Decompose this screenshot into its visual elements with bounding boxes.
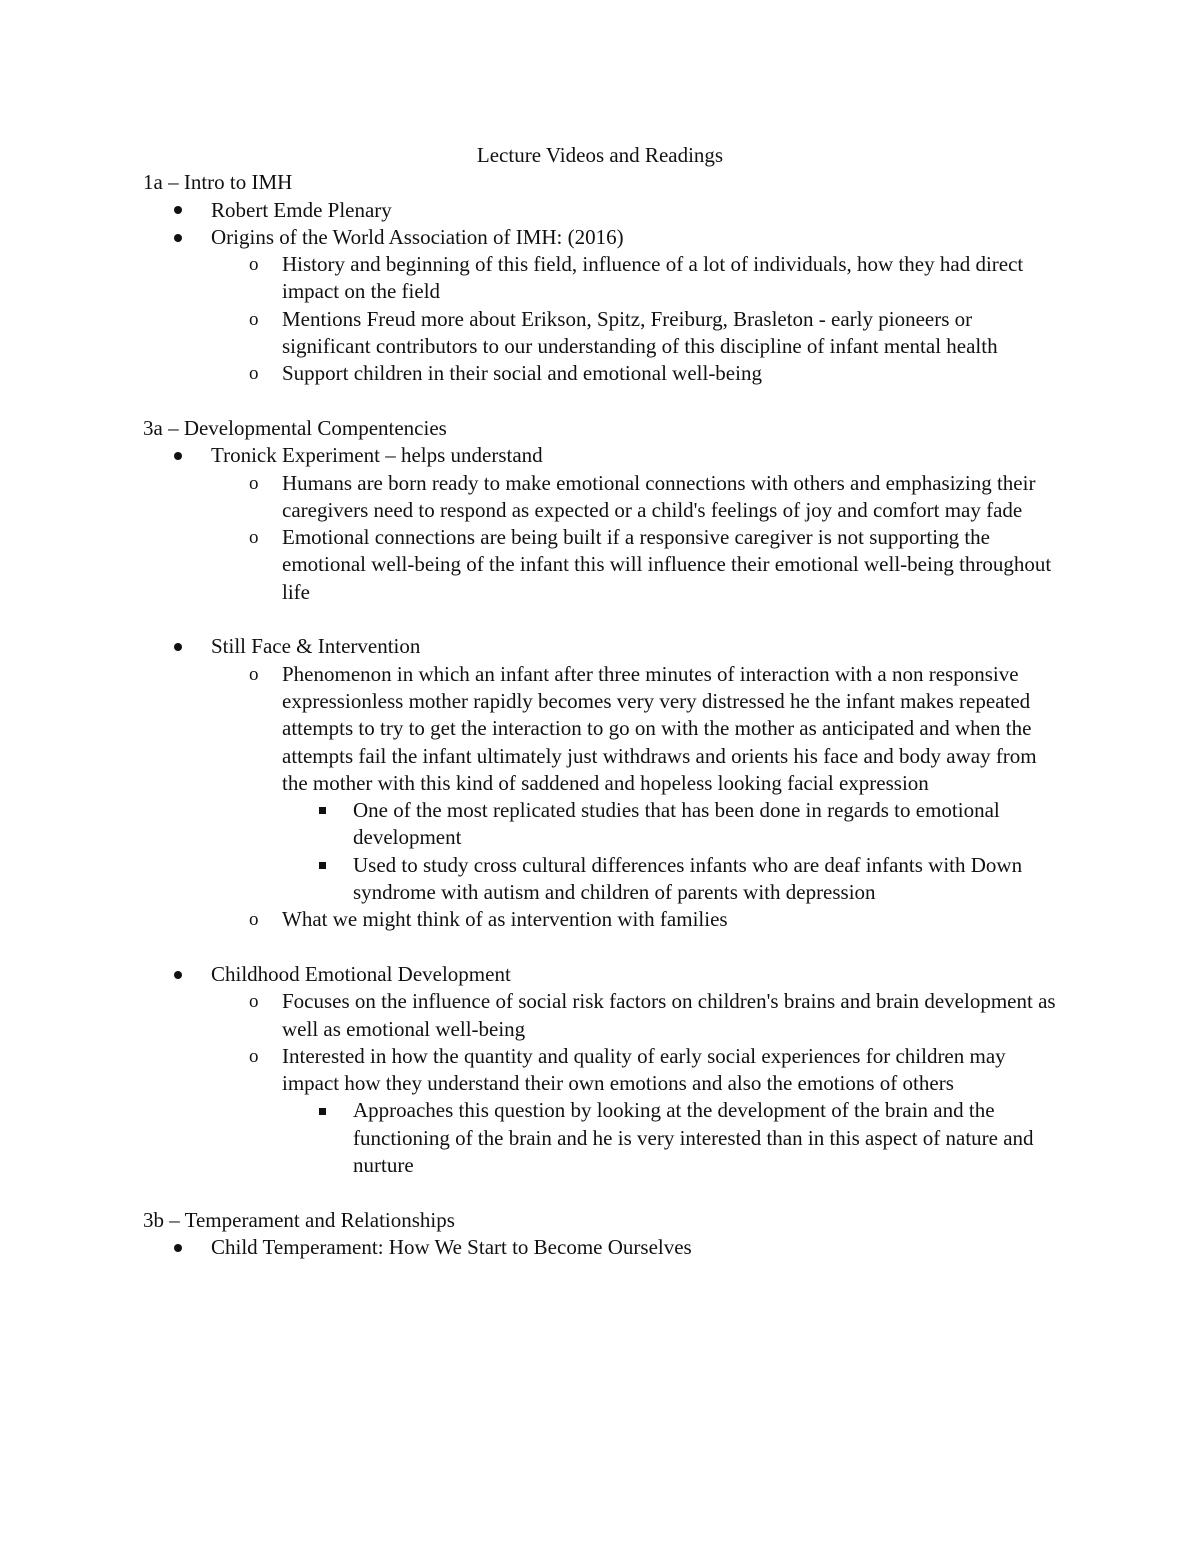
square-bullet-icon	[319, 797, 326, 824]
list-item-text: Child Temperament: How We Start to Become Ourselves	[211, 1234, 692, 1259]
list-item	[143, 661, 1063, 797]
bullet-icon	[174, 1234, 182, 1261]
section-heading-1a: 1a – Intro to IMH	[143, 170, 293, 195]
page-title: Lecture Videos and Readings	[476, 143, 724, 167]
square-bullet-icon	[319, 852, 326, 879]
circle-bullet-icon: o	[249, 308, 259, 330]
document-page	[143, 142, 1063, 1261]
list-item	[143, 797, 1063, 852]
list-item	[143, 251, 1063, 306]
list-item-text: Focuses on the influence of social risk factors on children's brains and brain development as well as emotional well-being	[282, 989, 1056, 1041]
list-item-text: Humans are born ready to make emotional connections with others and emphasizing their caregivers need to respond as expected or a child's feelings of joy and comfort may fade	[282, 470, 1036, 522]
list-item	[143, 224, 1063, 251]
circle-bullet-icon: o	[249, 472, 259, 494]
list-item-text: One of the most replicated studies that has been done in regards to emotional development	[353, 798, 1000, 850]
list-item	[143, 1234, 1063, 1261]
section-heading-3a: 3a – Developmental Compentencies	[143, 415, 447, 440]
list-item-text: Support children in their social and emotional well-being	[282, 361, 762, 386]
list-item-text: Phenomenon in which an infant after three minutes of interaction with a non responsive expressionless mother rapidly becomes very very distressed he the infant makes repeated attempts to try to get the interaction to go on with the mother as anticipated and when the attempts fail the infant ultimately just withdraws and orients his face and body away from the mother with this kind of saddened and hopeless looking facial expression	[282, 661, 1037, 795]
bullet-icon	[174, 197, 182, 224]
list-item-text: Emotional connections are being built if a responsive caregiver is not supporting the emotional well-being of the infant this will influence their emotional well-being throughout life	[282, 525, 1052, 604]
bullet-icon	[174, 633, 182, 660]
list-item	[143, 1097, 1063, 1179]
list-item-text: Interested in how the quantity and quality of early social experiences for children may impact how they understand their own emotions and also the emotions of others	[282, 1043, 1006, 1096]
list-item	[143, 852, 1063, 907]
list-item	[143, 470, 1063, 525]
square-bullet-icon	[319, 1097, 326, 1124]
circle-bullet-icon: o	[249, 909, 259, 931]
list-item-text: Tronick Experiment – helps understand	[211, 443, 543, 468]
list-item-text: Origins of the World Association of IMH: (2016)	[211, 224, 624, 249]
list-item	[143, 906, 1063, 933]
list-item-text: Childhood Emotional Development	[211, 961, 511, 986]
bullet-icon	[174, 961, 182, 988]
bullet-icon	[174, 224, 182, 251]
circle-bullet-icon: o	[249, 663, 259, 685]
list-item-text: Still Face & Intervention	[211, 634, 421, 659]
list-item-text: What we might think of as intervention with families	[282, 907, 728, 932]
list-item	[143, 197, 1063, 224]
bullet-icon	[174, 442, 182, 469]
circle-bullet-icon: o	[249, 1045, 259, 1067]
section-heading-3b: 3b – Temperament and Relationships	[143, 1207, 455, 1232]
list-item	[143, 524, 1063, 606]
list-item-text: Used to study cross cultural differences infants who are deaf infants with Down syndrome with autism and children of parents with depression	[353, 852, 1023, 905]
list-item	[143, 633, 1063, 660]
list-item	[143, 360, 1063, 387]
circle-bullet-icon: o	[249, 254, 259, 276]
circle-bullet-icon: o	[249, 363, 259, 385]
list-item	[143, 988, 1063, 1043]
list-item-text: Robert Emde Plenary	[211, 197, 392, 222]
circle-bullet-icon: o	[249, 991, 259, 1013]
list-item	[143, 1043, 1063, 1098]
list-item-text: Mentions Freud more about Erikson, Spitz, Freiburg, Brasleton - early pioneers or significant contributors to our understanding of this discipline of infant mental health	[282, 306, 998, 359]
list-item-text: Approaches this question by looking at the development of the brain and the functioning of the brain and he is very interested than in this aspect of nature and nurture	[353, 1098, 1034, 1177]
list-item	[143, 442, 1063, 469]
list-item	[143, 961, 1063, 988]
circle-bullet-icon: o	[249, 527, 259, 549]
list-item-text: History and beginning of this field, influence of a lot of individuals, how they had direct impact on the field	[282, 252, 1024, 304]
list-item	[143, 306, 1063, 361]
